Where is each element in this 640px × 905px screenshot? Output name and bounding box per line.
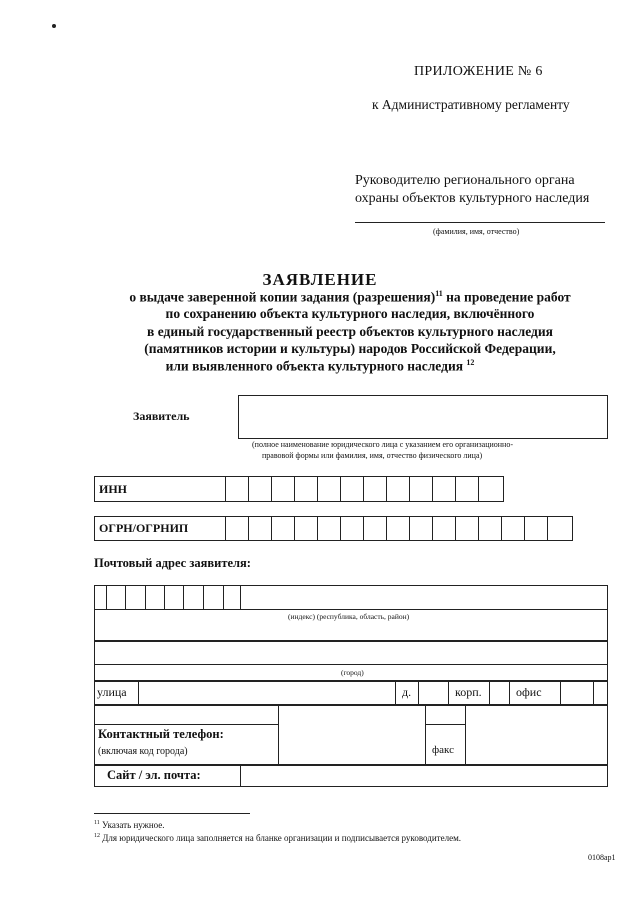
title-line-2: по сохранению объекта культурного наследия, включённого <box>165 306 535 321</box>
footnote-11-number: 11 <box>94 820 100 826</box>
phone-hint: (включая код города) <box>98 746 188 757</box>
inn-label: ИНН <box>99 482 128 496</box>
title-line-4: (памятников истории и культуры) народов Российской Федерации, <box>144 341 556 356</box>
house-input[interactable] <box>419 682 448 704</box>
street-input[interactable] <box>139 682 395 704</box>
contacts-mid-line-right <box>425 724 465 725</box>
applicant-label: Заявитель <box>133 409 190 423</box>
footnote-ref-11: 11 <box>435 289 443 298</box>
footnote-11-text: Указать нужное. <box>102 820 165 830</box>
title-line-3: в единый государственный реестр объектов культурного наследия <box>147 324 553 339</box>
site-input[interactable] <box>241 766 607 786</box>
title-line-5-text: или выявленного объекта культурного наследия <box>165 358 464 374</box>
title-line-1-tail: на проведение работ <box>442 289 571 305</box>
postal-city-caption: (город) <box>341 668 364 677</box>
applicant-caption-1: (полное наименование юридического лица с указанием его организационно- <box>252 440 513 449</box>
footnote-12-number: 12 <box>94 833 100 839</box>
document-title: ЗАЯВЛЕНИЕ <box>262 270 378 289</box>
appendix-number: ПРИЛОЖЕНИЕ № 6 <box>414 64 543 79</box>
contacts-divider-2 <box>425 705 426 765</box>
phone-label: Контактный телефон: <box>98 727 224 741</box>
office-label: офис <box>516 685 542 699</box>
street-divider-6 <box>509 681 510 705</box>
street-divider-4 <box>448 681 449 705</box>
postal-region-caption: (индекс) (республика, область, район) <box>288 612 410 621</box>
house-label: д. <box>402 685 412 699</box>
street-divider-2 <box>395 681 396 705</box>
form-code: 0108ap1 <box>588 853 616 862</box>
ogrn-label: ОГРН/ОГРНИП <box>99 521 189 535</box>
ogrn-cells[interactable] <box>225 516 573 541</box>
building-label: корп. <box>455 685 482 699</box>
fax-input[interactable] <box>466 706 607 764</box>
contacts-mid-line-left <box>94 724 278 725</box>
addressee-name-caption: (фамилия, имя, отчество) <box>433 227 520 236</box>
inn-label-box <box>94 476 226 502</box>
title-line-1-text: о выдаче заверенной копии задания (разрешения) <box>129 289 436 305</box>
footnote-separator <box>94 813 250 814</box>
building-input[interactable] <box>490 682 509 704</box>
ogrn-label-box <box>94 516 226 541</box>
fax-label: факс <box>432 744 454 756</box>
footnote-12 <box>94 833 461 843</box>
title-line-1 <box>0 289 640 306</box>
applicant-input[interactable] <box>238 395 608 439</box>
postal-address-heading: Почтовый адрес заявителя: <box>94 556 251 570</box>
addressee-line-2: охраны объектов культурного наследия <box>355 191 590 206</box>
postal-region-line <box>94 609 608 610</box>
footnote-11 <box>94 820 165 830</box>
regulation-reference: к Административному регламенту <box>372 97 570 112</box>
footnote-12-text: Для юридического лица заполняется на бланке организации и подписывается руководителем. <box>102 833 462 843</box>
postal-index-divider <box>240 585 241 609</box>
inn-cells[interactable] <box>225 476 504 502</box>
street-label: улица <box>97 685 127 699</box>
footnote-ref-12: 12 <box>466 358 475 367</box>
postal-index-cells[interactable] <box>106 585 224 609</box>
addressee-line-1: Руководителю регионального органа <box>355 173 575 188</box>
office-input[interactable] <box>561 682 593 704</box>
phone-input[interactable] <box>279 706 425 764</box>
title-line-5 <box>0 358 640 375</box>
applicant-caption-2: правовой формы или фамилия, имя, отчество физического лица) <box>262 451 483 460</box>
addressee-name-line <box>355 222 605 223</box>
postal-city-line <box>94 664 608 665</box>
stray-dot <box>52 24 56 28</box>
site-label: Сайт / эл. почта: <box>107 768 201 782</box>
street-divider-8 <box>593 681 594 705</box>
